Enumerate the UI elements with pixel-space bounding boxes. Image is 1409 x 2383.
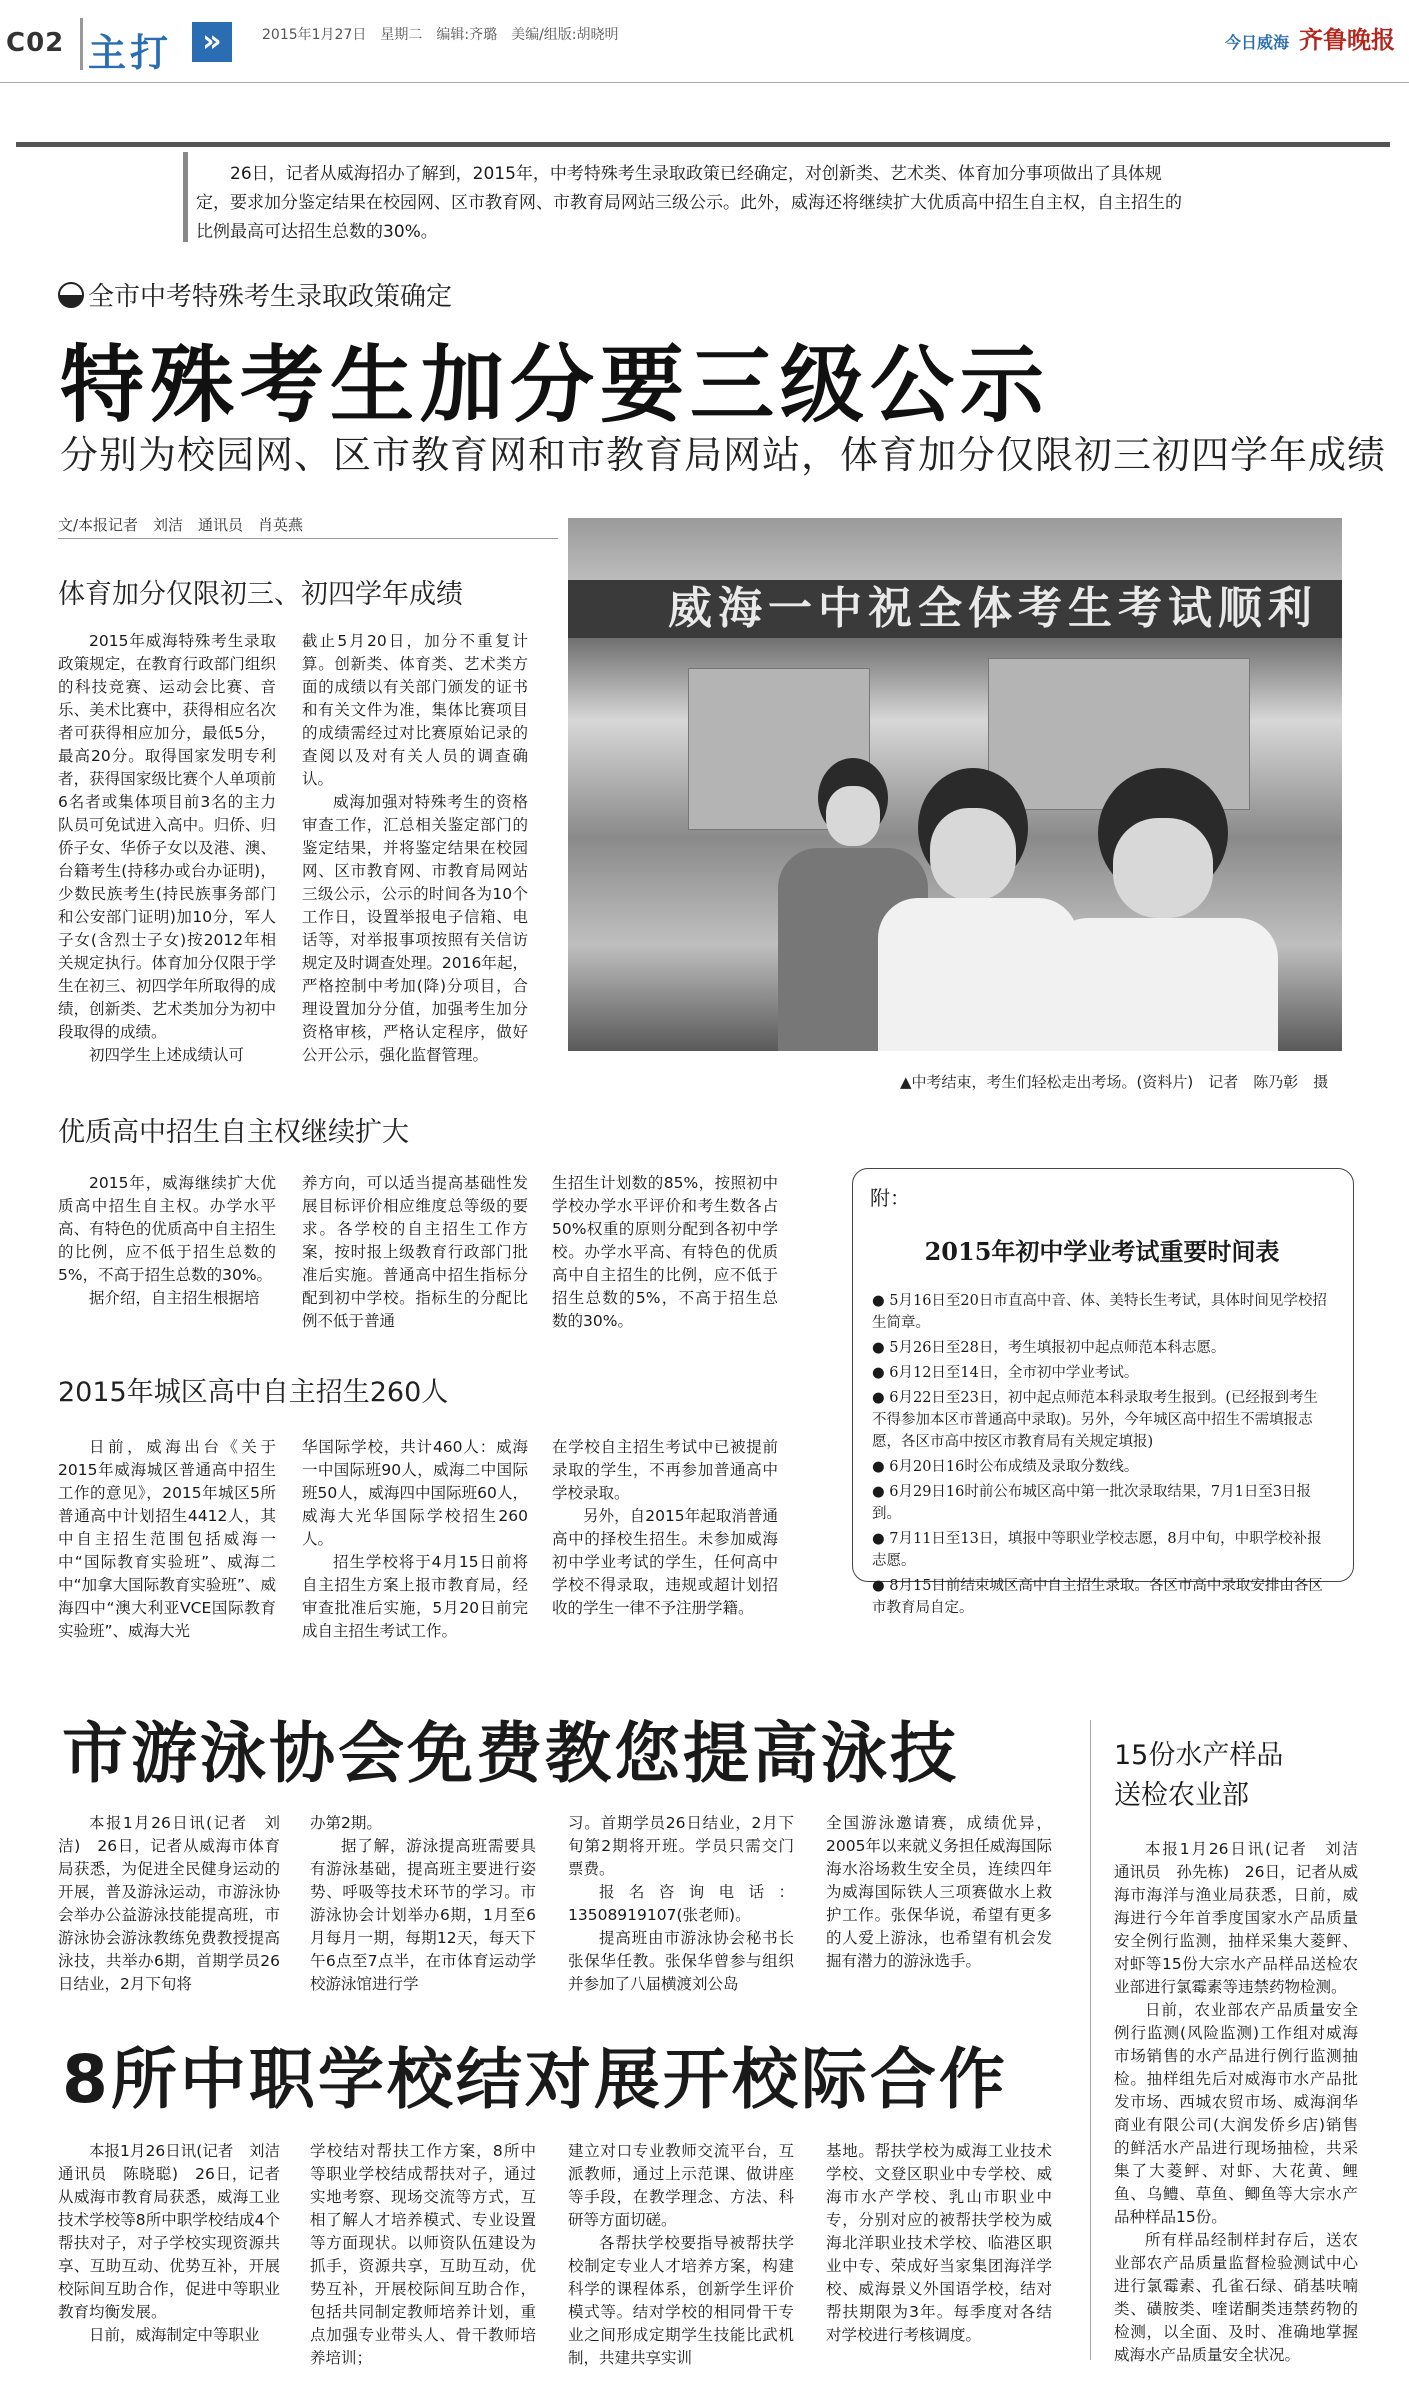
news-photo — [568, 518, 1342, 1051]
vocational-column-3: 建立对口专业教师交流平台，互派教师，通过上示范课、做讲座等手段，在教学理念、方法、科研等方面切磋。 各帮扶学校要指导被帮扶学校制定专业人才培养方案，构建科学的课程体系，创新学生评价模式等。结对学校的相同骨干专业之间形成定期学生技能比武机制，共建共享实训 — [568, 2142, 794, 2367]
article-column-1: 2015年威海特殊考生录取政策规定，在教育行政部门组织的科技竞赛、运动会比赛、音乐、美术比赛中，获得相应名次者可获得相应加分，最低5分，最高20分。取得国家发明专利者，获得国家级比赛个人单项前6名者或集体项目前3名的主力队员可免试进入高中。归侨、归侨子女、华侨子女以及港、澳、台籍考生(持移办或台办证明)，少数民族考生(持民族事务部门和公安部门证明)加10分，军人子女(含烈士子女)按2012年相关规定执行。体育加分仅限于学生在初三、初四学年所取得的成绩，创新类、艺术类加分为初中段取得的成绩。 初四学生上述成绩认可 — [58, 632, 276, 1064]
list-item: ● 5月16日至20日市直高中音、体、美特长生考试，具体时间见学校招生简章。 — [872, 1293, 1327, 1331]
article-column-4: 养方向，可以适当提高基础性发展目标评价相应维度总等级的要求。各学校的自主招生工作方案，按时报上级教育行政部门批准后实施。普通高中招生指标分配到初中学校。指标生的分配比例不低于普通 — [302, 1174, 528, 1330]
vocational-column-4: 基地。帮扶学校为威海工业技术学校、文登区职业中专学校、威海市水产学校、乳山市职业中专，分别对应的被帮扶学校为威海北洋职业技术学校、临港区职业中专、荣成好当家集团海洋学校、威海景义外国语学校，结对帮扶期限为3年。每季度对各结对学校进行考核调度。 — [826, 2142, 1052, 2344]
article-column-8: 在学校自主招生考试中已被提前录取的学生，不再参加普通高中学校录取。 另外，自2015年起取消普通高中的择校生招生。未参加威海初中学业考试的学生，任何高中学校不得录取，违规或超计划招收的学生一律不予注册学籍。 — [552, 1438, 778, 1617]
list-item: ● 5月26日至28日，考生填报初中起点师范本科志愿。 — [872, 1340, 1226, 1356]
aquatic-headline: 15份水产样品 送检农业部 — [1114, 1740, 1284, 1811]
masthead-brand: 齐鲁晚报 — [1299, 25, 1395, 54]
photo-caption: ▲中考结束，考生们轻松走出考场。(资料片) 记者 陈乃彰 摄 — [900, 1073, 1329, 1091]
aquatic-column: 本报1月26日讯(记者 刘洁 通讯员 孙先栋) 26日，记者从威海市海洋与渔业局获悉，日前，威海进行今年首季度国家水产品质量安全例行监测，抽样采集大菱鲆、对虾等15份大宗水产品样品送检农业部进行氯霉素等违禁药物检测。 日前，农业部农产品质量安全例行监测(风险监测)工作组对威海市场销售的水产品进行例行监测抽检。抽样组先后对威海市水产品批发市场、西城农贸市场、威海润华商业有限公司(大润发侨乡店)销售的鲜活水产品进行现场抽检，共采集了大菱鲆、对虾、大花黄、鲤鱼、乌鳢、草鱼、鲫鱼等大宗水产品种样品15份。 所有样品经制样封存后，送农业部农产品质量监督检验测试中心进行氯霉素、孔雀石绿、硝基呋喃类、磺胺类、喹诺酮类违禁药物的检测，以全面、及时、准确地掌握威海水产品质量安全状况。 — [1114, 1840, 1374, 2364]
swim-headline: 市游泳协会免费教您提高泳技 — [62, 1715, 959, 1792]
double-chevron-icon: » — [192, 22, 232, 62]
section-title: 主打 — [88, 31, 173, 75]
swim-column-4: 全国游泳邀请赛，成绩优异，2005年以来就义务担任威海国际海水浴场救生安全员，连续四年为威海国际铁人三项赛做水上救护工作。张保华说，希望有更多的人爱上游泳，也希望有机会发掘有潜力的游泳选手。 — [826, 1814, 1052, 1970]
list-item: ● 6月12日至14日，全市初中学业考试。 — [872, 1365, 1139, 1381]
photo-banner: 威海一中祝全体考生考试顺利 — [568, 580, 1342, 638]
article-column-7: 华国际学校，共计460人：威海一中国际班90人，威海二中国际班50人，威海四中国际班60人，威海大光华国际学校招生260人。 招生学校将于4月15日前将自主招生方案上报市教育局，经审查批准后实施，5月20日前完成自主招生考试工作。 — [302, 1438, 528, 1640]
subheading-admission: 2015年城区高中自主招生260人 — [58, 1377, 449, 1408]
list-item: ● 6月20日16时公布成绩及录取分数线。 — [872, 1459, 1139, 1475]
half-circle-icon — [58, 282, 84, 308]
header-rule — [0, 82, 1409, 83]
subheading-sports: 体育加分仅限初三、初四学年成绩 — [58, 579, 463, 610]
lead-paragraph: 26日，记者从威海招办了解到，2015年，中考特殊考生录取政策已经确定，对创新类、艺术类、体育加分事项做出了具体规定，要求加分鉴定结果在校园网、区市教育网、市教育局网站三级公示。此外，威海还将继续扩大优质高中招生自主权，自主招生的比例最高可达招生总数的30%。 — [196, 164, 1182, 242]
list-item: ● 6月22日至23日，初中起点师范本科录取考生报到。(已经报到考生不得参加本区市普通高中录取)。另外，今年城区高中招生不需填报志愿，各区市高中按区市教育局有关规定填报) — [872, 1390, 1319, 1450]
photo-face — [1113, 818, 1213, 918]
list-item: ● 7月11日至13日，填报中等职业学校志愿，8月中旬，中职学校补报志愿。 — [872, 1531, 1322, 1569]
photo-face — [826, 786, 880, 846]
timeline-title: 2015年初中学业考试重要时间表 — [924, 1237, 1280, 1266]
masthead-tagline: 今日威海 — [1224, 33, 1289, 52]
swim-column-1: 本报1月26日讯(记者 刘洁) 26日，记者从威海市体育局获悉，为促进全民健身运动的开展，普及游泳运动，市游泳协会举办公益游泳技能提高班，市游泳协会游泳教练免费教授提高泳技，共举办6期，首期学员26日结业，2月下旬将 — [58, 1814, 280, 1993]
vocational-headline: 8所中职学校结对展开校际合作 — [62, 2041, 1008, 2118]
byline: 文/本报记者 刘洁 通讯员 肖英燕 — [58, 516, 304, 534]
column-divider — [1090, 1720, 1091, 2360]
article-column-2: 截止5月20日，加分不重复计算。创新类、体育类、艺术类方面的成绩以有关部门颁发的证书和有关文件为准，集体比赛项目的成绩需经过对比赛原始记录的查阅以及对有关人员的调查确认。 威海加强对特殊考生的资格审查工作，汇总相关鉴定部门的鉴定结果，并将鉴定结果在校园网、区市教育网、市教育局网站三级公示，公示的时间各为10个工作日，设置举报电子信箱、电话等，对举报事项按照有关信访规定及时调查处理。2016年起，严格控制中考加(降)分项目，合理设置加分分值，加强考生加分资格审核，严格认定程序，做好公开公示，强化监督管理。 — [302, 632, 528, 1064]
vocational-column-2: 学校结对帮扶工作方案，8所中等职业学校结成帮扶对子，通过实地考察、现场交流等方式，互相了解人才培养模式、专业设置等方面现状。以师资队伍建设为抓手，资源共享，互助互动，优势互补，开展校际间互助合作，包括共同制定教师培养计划，重点加强专业带头人、骨干教师培养培训； — [310, 2142, 536, 2367]
subheading-autonomy: 优质高中招生自主权继续扩大 — [58, 1117, 409, 1148]
swim-column-3: 习。首期学员26日结业，2月下旬第2期将开班。学员只需交门票费。 报名咨询电话：13508919107(张老师)。 提高班由市游泳协会秘书长张保华任教。张保华曾参与组织并参加了八届横渡刘公岛 — [568, 1814, 794, 1993]
vocational-column-1: 本报1月26日讯(记者 刘洁 通讯员 陈晓聪) 26日，记者从威海市教育局获悉，威海工业技术学校等8所中职学校结成4个帮扶对子，对子学校实现资源共享、互助互动、优势互补，开展校际间互助合作，促进中等职业教育均衡发展。 日前，威海制定中等职业 — [58, 2142, 296, 2344]
main-headline: 特殊考生加分要三级公示 — [60, 336, 1051, 434]
lead-top-rule — [16, 142, 1390, 147]
photo-face — [930, 808, 1016, 900]
kicker-text: 全市中考特殊考生录取政策确定 — [88, 282, 453, 312]
lead-side-rule — [183, 152, 188, 242]
article-column-3: 2015年，威海继续扩大优质高中招生自主权。办学水平高、有特色的优质高中自主招生的比例，应不低于招生总数的5%，不高于招生总数的30%。 据介绍，自主招生根据培 — [58, 1174, 276, 1307]
timeline-attach-label: 附： — [870, 1186, 910, 1210]
main-subhead: 分别为校园网、区市教育网和市教育局网站，体育加分仅限初三初四学年成绩 — [60, 433, 1387, 477]
header-divider — [80, 18, 83, 70]
photo-body — [1048, 918, 1278, 1051]
masthead — [1225, 20, 1395, 55]
article-column-6: 日前，威海出台《关于2015年威海城区普通高中招生工作的意见》，2015年城区5所普通高中计划招生4412人，其中自主招生范围包括威海一中“国际教育实验班”、威海二中“加拿大国际教育实验班”、威海四中“澳大利亚VCE国际教育实验班”、威海大光 — [58, 1438, 276, 1640]
issue-info: 2015年1月27日 星期二 编辑:齐璐 美编/组版:胡晓明 — [262, 27, 619, 43]
timeline-list — [872, 1290, 1332, 1622]
list-item: ● 6月29日16时前公布城区高中第一批次录取结果，7月1日至3日报到。 — [872, 1484, 1312, 1522]
swim-column-2: 办第2期。 据了解，游泳提高班需要具有游泳基础，提高班主要进行姿势、呼吸等技术环节的学习。市游泳协会计划举办6期，1月至6月每月一期，每期12天，每天下午6点至7点半，在市体育运动学校游泳馆进行学 — [310, 1814, 536, 1993]
article-column-5: 生招生计划数的85%，按照初中学校办学水平评价和考生数各占50%权重的原则分配到各初中学校。办学水平高、有特色的优质高中自主招生的比例，应不低于招生总数的5%，不高于招生总数的30%。 — [552, 1174, 778, 1330]
page-number: C02 — [6, 28, 65, 58]
list-item: ● 8月15日前结束城区高中自主招生录取。各区市高中录取安排由各区市教育局自定。 — [872, 1578, 1323, 1616]
kicker — [58, 276, 452, 313]
byline-rule — [58, 538, 558, 539]
